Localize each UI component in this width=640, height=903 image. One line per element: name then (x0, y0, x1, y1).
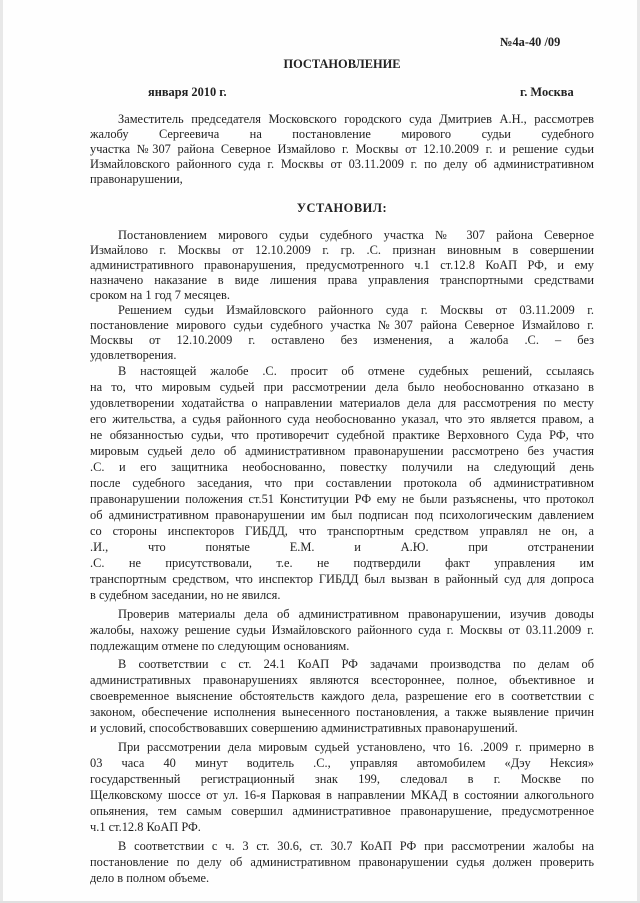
body-line: правонарушении положения ст.51 Конституции РФ ему не были разъяснены, что протокол (90, 492, 594, 506)
body-line: его жительства, а судья районного суда необоснованно указал, что это является правом, а (90, 412, 594, 426)
body-line: своевременное выяснение обстоятельств каждого дела, разрешение его в соответствии с (90, 689, 594, 703)
body-line: административных правонарушениях являются всестороннее, полное, объективное и (90, 673, 594, 687)
intro-line: участка №307 района Северное Измайлово г. Москвы от 12.10.2009 г. и решение судьи (90, 142, 594, 156)
body-line: транспортным средством, что инспектор ГИБДД был вызван в районный суд для допроса (90, 572, 594, 586)
body-line: подлежащим отмене по следующим основаниям. (90, 639, 350, 653)
body-line: об административном правонарушении им был подписан под психологическим давлением (90, 508, 594, 522)
document-city: г. Москва (520, 85, 574, 99)
intro-line: Измайловского районного суда г. Москвы от 03.11.2009 г. по делу об административном (90, 157, 594, 171)
body-line: В соответствии с ч. 3 ст. 30.6, ст. 30.7 КоАП РФ при рассмотрении жалобы на (118, 839, 594, 853)
body-line: .И., что понятые Е.М. и А.Ю. при отстранении (90, 540, 594, 554)
body-line: .С. и его защитника необоснованно, повестку получили на следующий день (90, 460, 594, 474)
document-title: ПОСТАНОВЛЕНИЕ (283, 57, 401, 71)
intro-line: правонарушении, (90, 172, 183, 186)
body-line: жалобы, нахожу решение судьи Измайловского районного суда г. Москвы от 03.11.2009 г. (90, 623, 594, 637)
body-line: удовлетворения. (90, 348, 177, 362)
body-line: Решением судьи Измайловского районного суда г. Москвы от 03.11.2009 г. (118, 303, 594, 317)
body-line: административного правонарушения, предусмотренного ч.1 ст.12.8 КоАП РФ, и ему (90, 258, 594, 272)
body-line: на то, что мировым судьей при рассмотрении дела было необоснованно отказано в (90, 380, 594, 394)
body-line: государственный регистрационный знак 199, следовал в г. Москве по (90, 772, 594, 786)
body-line: мировым судьей дело об административном правонарушении рассмотрено без участия (90, 444, 594, 458)
body-line: сроком на 1 год 7 месяцев. (90, 288, 230, 302)
body-line: в судебном заседании, но не явился. (90, 588, 281, 602)
body-line: дело в полном объеме. (90, 871, 210, 885)
body-line: удовлетворении ходатайства о направлении материалов дела для рассмотрения по месту (90, 396, 594, 410)
body-line: .С. не присутствовали, т.е. не подтвердили факт управления им (90, 556, 594, 570)
body-line: При рассмотрении дела мировым судьей установлено, что 16. .2009 г. примерно в (118, 740, 594, 754)
body-line: Измайлово г. Москвы от 12.10.2009 г. гр. .С. признан виновным в совершении (90, 243, 594, 257)
body-line: со стороны инспекторов ГИБДД, что транспортным средством управлял не он, а (90, 524, 594, 538)
body-line: опьянения, тем самым совершил административное правонарушение, предусмотренное (90, 804, 594, 818)
body-line: 03 часа 40 минут водитель .С., управляя автомобилем «Дэу Нексия» (90, 756, 594, 770)
scan-edge-left (0, 0, 3, 903)
case-number: №4а-40 /09 (500, 35, 561, 49)
body-line: Постановлением мирового судьи судебного участка № 307 района Северное (118, 228, 594, 242)
body-line: постановление по делу об административном правонарушении судья должен проверить (90, 855, 594, 869)
body-line: ч.1 ст.12.8 КоАП РФ. (90, 820, 201, 834)
body-line: не обязанностью судьи, что противоречит судебной практике Верховного Суда РФ, что (90, 428, 594, 442)
body-line: В соответствии с ст. 24.1 КоАП РФ задачами производства по делам об (118, 657, 594, 671)
body-line: постановление мирового судьи судебного участка №307 района Северное Измайлово г. (90, 318, 594, 332)
body-line: законом, обеспечение исполнения вынесенного постановления, а также выявление причин (90, 705, 594, 719)
body-line: Москвы от 12.10.2009 г. оставлено без изменения, а жалоба .С. – без (90, 333, 594, 347)
body-line: Проверив материалы дела об административном правонарушении, изучив доводы (118, 607, 594, 621)
body-line: и условий, способствовавших совершению административных правонарушений. (90, 721, 518, 735)
section-title: УСТАНОВИЛ: (296, 201, 388, 215)
body-line: после судебного заседания, что при составлении протокола об административном (90, 476, 594, 490)
intro-line: жалобу Сергеевича на постановление мирового судьи судебного (90, 127, 594, 141)
body-line: назначено наказание в виде лишения права управления транспортными средствами (90, 273, 594, 287)
body-line: Щелковскому шоссе от ул. 16-я Парковая в направлении МКАД в состоянии алкогольного (90, 788, 594, 802)
document-date: января 2010 г. (148, 85, 227, 99)
body-line: В настоящей жалобе .С. просит об отмене судебных решений, ссылаясь (118, 364, 594, 378)
intro-line: Заместитель председателя Московского городского суда Дмитриев А.Н., рассмотрев (118, 112, 594, 126)
